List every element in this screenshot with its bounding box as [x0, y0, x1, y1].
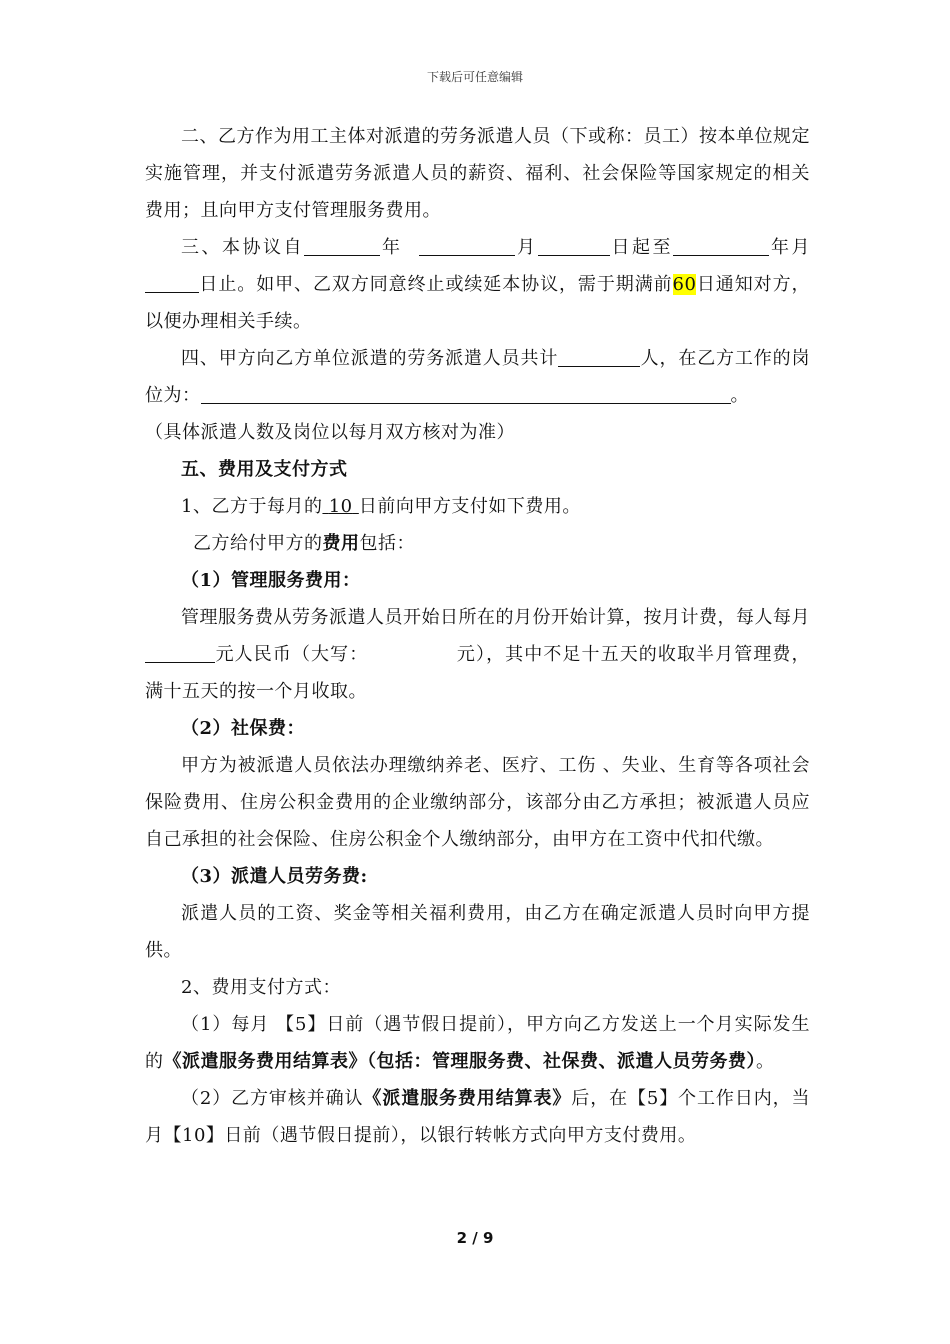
item-2: 2、费用支付方式：	[181, 977, 341, 998]
clause-2: 二、乙方作为用工主体对派遣的劳务派遣人员（下或称：员工）按本单位规定实施管理，并支付派遣劳务派遣人员的薪资、福利、社会保险等国家规定的相关费用；且向甲方支付管理服务费用。	[145, 126, 810, 221]
payment-day: 10	[328, 496, 353, 517]
blank-staff-count[interactable]	[558, 348, 640, 367]
section-5-title: 五、费用及支付方式	[181, 459, 348, 480]
social-fee-text: 甲方为被派遣人员依法办理缴纳养老、医疗、工伤 、失业、生育等各项社会保险费用、住房公积金费用的企业缴纳部分，该部分由乙方承担；被派遣人员应自己承担的社会保险、住房公积金个人缴纳部分，由甲方在工资中代扣代缴。	[145, 755, 810, 850]
document-body	[145, 118, 810, 1154]
blank-end-year[interactable]	[673, 237, 769, 256]
notice-days-highlight: 60	[672, 274, 697, 295]
labor-fee-title: （3）派遣人员劳务费:	[181, 866, 368, 887]
clause-4-note: （具体派遣人数及岗位以每月双方核对为准）	[145, 422, 515, 443]
labor-fee-text: 派遣人员的工资、奖金等相关福利费用，由乙方在确定派遣人员时向甲方提供。	[145, 903, 810, 961]
clause-3: 三、本协议自 年 月 日起至 年月日止。如甲、乙双方同意终止或续延本协议，需于期满前60日通知对方，以便办理相关手续。	[145, 237, 811, 332]
page-header: 下载后可任意编辑	[426, 70, 523, 84]
blank-start-year[interactable]	[304, 237, 380, 256]
page-number: 2 / 9	[456, 1229, 494, 1247]
blank-mgmt-fee[interactable]	[145, 644, 215, 663]
payment-step-2: （2）乙方审核并确认《派遣服务费用结算表》后，在【5】个工作日内，当月【10】日前（遇节假日提前），以银行转帐方式向甲方支付费用。	[145, 1088, 811, 1146]
social-fee-title: （2）社保费：	[181, 718, 306, 739]
clause-4: 四、甲方向乙方单位派遣的劳务派遣人员共计 人，在乙方工作的岗位为： 。	[145, 348, 811, 406]
blank-position[interactable]	[201, 385, 731, 404]
fee-includes: 乙方给付甲方的费用包括：	[193, 533, 415, 554]
mgmt-fee-title: （1）管理服务费用：	[181, 570, 361, 591]
blank-start-day[interactable]	[538, 237, 610, 256]
blank-start-month[interactable]	[419, 237, 515, 256]
mgmt-fee-text: 管理服务费从劳务派遣人员开始日所在的月份开始计算，按月计费，每人每月元人民币（大写： 元），其中不足十五天的收取半月管理费，满十五天的按一个月收取。	[145, 607, 811, 702]
payment-step-1: （1）每月 【5】日前（遇节假日提前），甲方向乙方发送上一个月实际发生的《派遣服务费用结算表》（包括：管理服务费、社保费、派遣人员劳务费）。	[145, 1014, 810, 1072]
blank-end-day[interactable]	[145, 274, 199, 293]
item-1: 1、乙方于每月的 10 日前向甲方支付如下费用。	[181, 496, 581, 517]
